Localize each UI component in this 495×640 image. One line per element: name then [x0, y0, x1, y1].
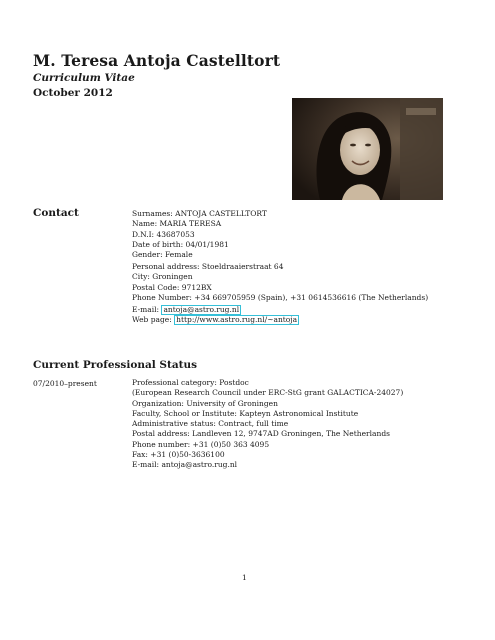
status-grant: (European Research Council under ERC-StG grant GALACTICA-24027) [132, 388, 404, 398]
cv-date: October 2012 [33, 87, 113, 99]
contact-web-prefix: Web page: [132, 315, 175, 325]
status-postal-address: Postal address: Landleven 12, 9747AD Groningen, The Netherlands [132, 429, 390, 439]
current-status-heading: Current Professional Status [33, 359, 198, 371]
page-number: 1 [242, 573, 247, 582]
contact-personal-block [132, 209, 267, 260]
contact-name: Name: MARIA TERESA [132, 219, 222, 229]
portrait-image [292, 98, 443, 200]
contact-surnames: Surnames: ANTOJA CASTELLTORT [132, 209, 267, 218]
contact-email-line [132, 305, 299, 315]
cv-subtitle: Curriculum Vitae [33, 72, 135, 84]
status-category: Professional category: Postdoc [132, 378, 249, 387]
status-admin: Administrative status: Contract, full time [132, 419, 289, 429]
status-fax: Fax: +31 (0)50-3636100 [132, 450, 225, 460]
contact-address: Personal address: Stoeldraaierstraat 64 [132, 262, 284, 271]
current-status-details [132, 378, 403, 471]
current-status-period: 07/2010–present [33, 379, 97, 388]
web-page-link[interactable]: http://www.astro.rug.nl/~antoja [176, 315, 298, 325]
contact-city: City: Groningen [132, 272, 193, 282]
contact-postal-code: Postal Code: 9712BX [132, 282, 212, 292]
cv-name-title: M. Teresa Antoja Castelltort [33, 51, 281, 70]
email-link[interactable]: antoja@astro.rug.nl [163, 305, 240, 314]
status-faculty: Faculty, School or Institute: Kapteyn Astronomical Institute [132, 408, 359, 418]
contact-online-block [132, 305, 299, 326]
status-email: E-mail: antoja@astro.rug.nl [132, 460, 238, 470]
contact-web-line [132, 315, 299, 325]
contact-email-prefix: E-mail: [132, 305, 162, 314]
contact-birthdate: Date of birth: 04/01/1981 [132, 239, 229, 249]
status-organization: Organization: University of Groningen [132, 398, 278, 408]
status-phone: Phone number: +31 (0)50 363 4095 [132, 439, 270, 449]
contact-gender: Gender: Female [132, 250, 193, 260]
contact-dni: D.N.I: 43687053 [132, 229, 195, 239]
contact-phone: Phone Number: +34 669705959 (Spain), +31 0614536616 (The Netherlands) [132, 292, 429, 302]
contact-section-label: Contact [33, 207, 79, 219]
portrait-photo [292, 98, 443, 200]
contact-address-block [132, 262, 428, 303]
